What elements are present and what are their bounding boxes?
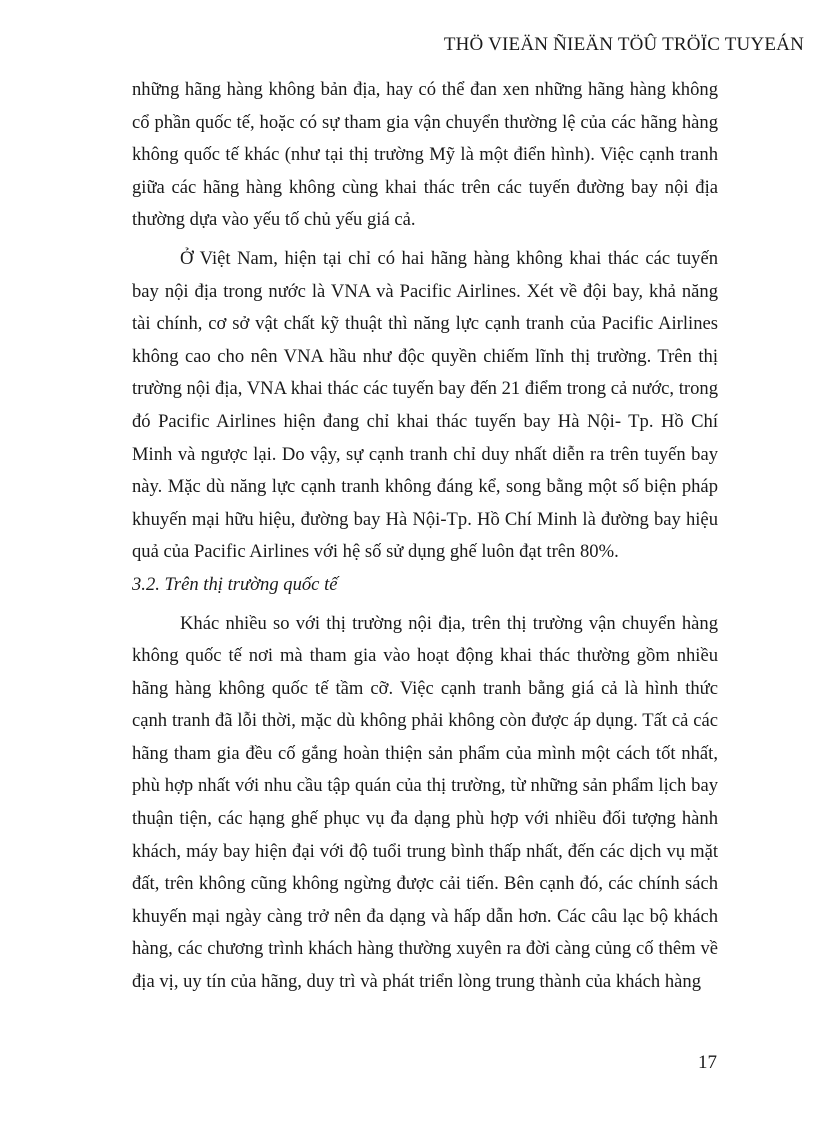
page-number: 17 — [698, 1052, 717, 1073]
paragraph-domestic-competition: những hãng hàng không bản địa, hay có thể đan xen những hãng hàng không cổ phần quốc tế, hoặc có sự tham gia vận chuyển thường lệ của các hãng hàng không quốc tế khác (như tại thị trường Mỹ là một điển hình). Việc cạnh tranh giữa các hãng hàng không cùng khai thác trên các tuyến đường bay nội địa thường dựa vào yếu tố chủ yếu giá cả. — [132, 79, 718, 231]
paragraph-international-market: Khác nhiều so với thị trường nội địa, trên thị trường vận chuyển hàng không quốc tế nơi mà tham gia vào hoạt động khai thác thường gồm nhiều hãng hàng không quốc tế tầm cỡ. Việc cạnh tranh bằng giá cả là hình thức cạnh tranh đã lỗi thời, mặc dù không phải không còn được áp dụng. Tất cả các hãng tham gia đều cố gắng hoàn thiện sản phẩm của mình một cách tốt nhất, phù hợp nhất với nhu cầu tập quán của thị trường, từ những sản phẩm lịch bay thuận tiện, các hạng ghế phục vụ đa dạng phù hợp với nhiều đối tượng hành khách, máy bay hiện đại với độ tuổi trung bình thấp nhất, đến các dịch vụ mặt đất, trên không cũng không ngừng được cải tiến. Bên cạnh đó, các chính sách khuyến mại ngày càng trở nên đa dạng và hấp dẫn hơn. Các câu lạc bộ khách hàng, các chương trình khách hàng thường xuyên ra đời càng củng cố thêm về địa vị, uy tín của hãng, duy trì và phát triển lòng trung thành của khách hàng — [132, 612, 718, 993]
paragraph-vietnam-market: Ở Việt Nam, hiện tại chỉ có hai hãng hàng không khai thác các tuyến bay nội địa trong nước là VNA và Pacific Airlines. Xét về đội bay, khả năng tài chính, cơ sở vật chất kỹ thuật thì năng lực cạnh tranh của Pacific Airlines không cao cho nên VNA hầu như độc quyền chiếm lĩnh thị trường. Trên thị trường nội địa, VNA khai thác các tuyến bay đến 21 điểm trong cả nước, trong đó Pacific Airlines hiện đang chỉ khai thác tuyến bay Hà Nội- Tp. Hồ Chí Minh và ngược lại. Do vậy, sự cạnh tranh chỉ duy nhất diễn ra trên tuyến bay này. Mặc dù năng lực cạnh tranh không đáng kể, song bằng một số biện pháp khuyến mại hữu hiệu, đường bay Hà Nội-Tp. Hồ Chí Minh là đường bay hiệu quả của Pacific Airlines với hệ số sử dụng ghế luôn đạt trên 80%. — [132, 247, 718, 563]
document-body — [132, 74, 718, 999]
section-heading: 3.2. Trên thị trường quốc tế — [132, 573, 338, 595]
page-header: THÖ VIEÄN ÑIEÄN TÖÛ TRÖÏC TUYEÁN — [443, 34, 804, 55]
